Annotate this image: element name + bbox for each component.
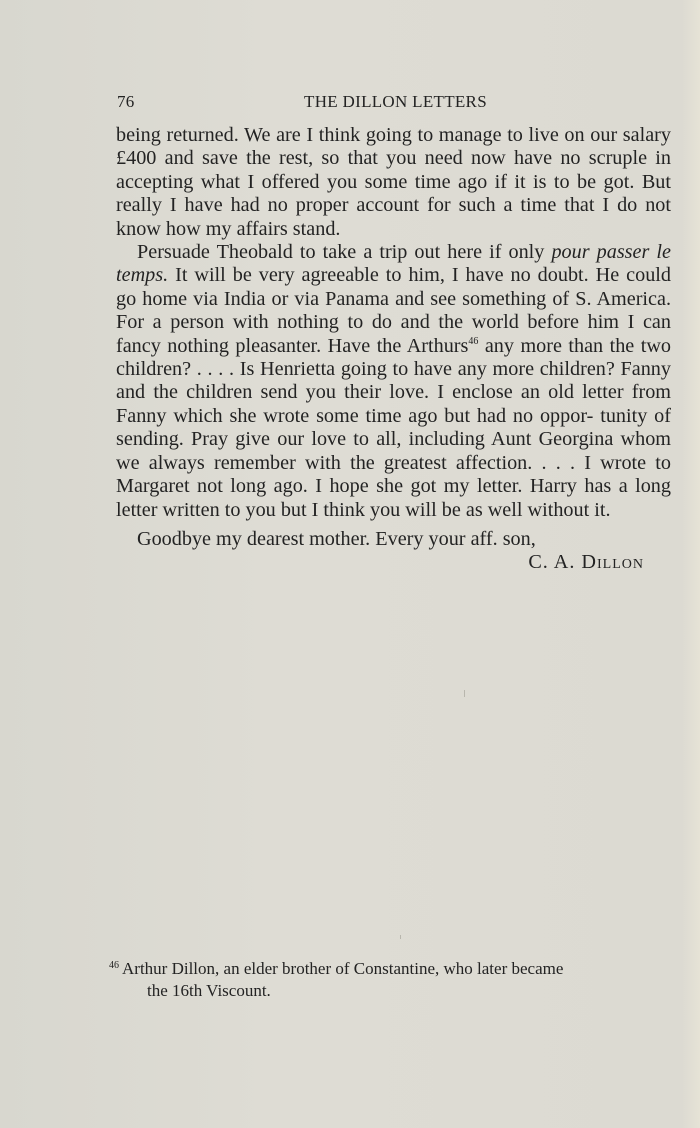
footnote: [109, 958, 669, 1002]
page-header: [117, 92, 670, 116]
closing-line: Goodbye my dearest mother. Every your aff. son,: [137, 527, 536, 550]
paragraph-2-text-a: Persuade Theobald to take a trip out here if only: [137, 241, 552, 264]
footnote-text-1: Arthur Dillon, an elder brother of Constantine, who later became: [122, 959, 564, 978]
paragraph-1: being returned. We are I think going to manage to live on our salary £400 and save the rest, so that you need now have no scruple in accepting what I offered you some time ago if it is to be got. But really I have had no proper account for such a time that I do not know how my affairs stand.: [116, 124, 671, 240]
page-edge: [682, 0, 700, 1128]
paragraph-2: [116, 241, 671, 522]
paper-speck: [400, 935, 401, 939]
signature-name: C. A. Dillon: [528, 551, 644, 574]
footnote-reference: 46: [468, 335, 479, 347]
letter-body: [116, 124, 671, 575]
running-head: THE DILLON LETTERS: [304, 92, 487, 111]
page-number: 76: [117, 92, 135, 111]
paper-speck: [464, 690, 465, 697]
signature: [116, 551, 671, 574]
footnote-line-2: the 16th Viscount.: [147, 981, 271, 1000]
footnote-number: 46: [109, 960, 119, 971]
paragraph-2-text-b: It will be very agreeable to him, I have no doubt. He could go home via India or via Panama and see something of S. America. For a person with nothing to do and the world before him I can fancy nothing pleasanter. Have the Arthurs: [116, 264, 671, 357]
italic-phrase: pour passer le temps.: [116, 241, 671, 287]
footnote-line-1: [109, 958, 669, 980]
paragraph-2-text-c: any more than the two children? . . . . Is Henrietta going to have any more children? Fanny and the children send you their love. I enclose an old letter from Fanny which she wrote some time ago but had no oppor- tunity of sending. Pray give our love to all, including Aunt Georgina whom we always remember with the greatest affection. . . . I wrote to Margaret not long ago. I hope she got my letter. Harry has a long letter written to you but I think you will be as well without it.: [116, 334, 672, 521]
